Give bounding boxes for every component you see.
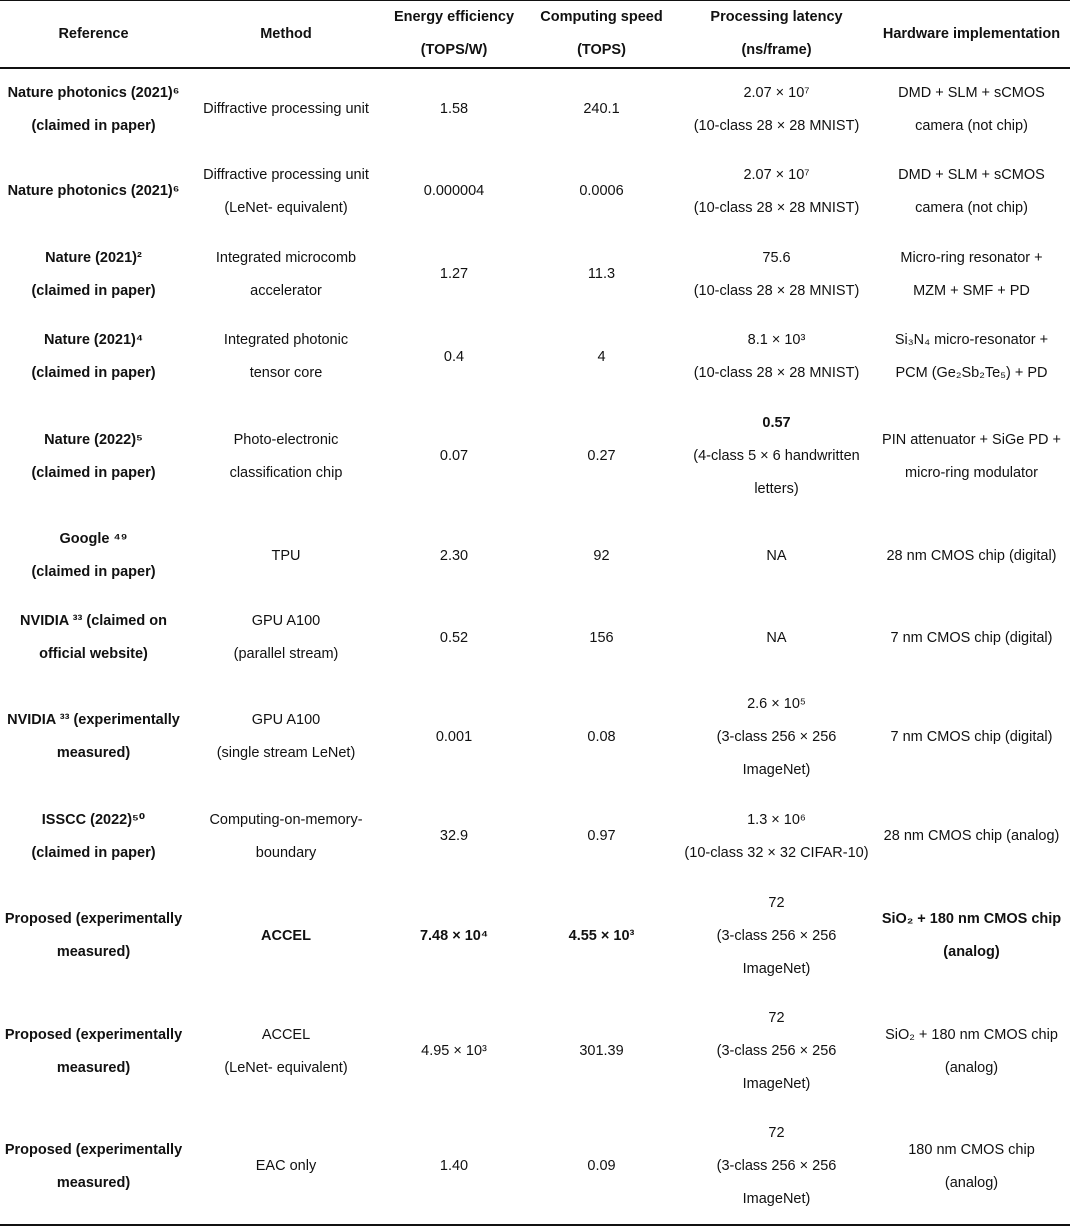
table-header — [0, 1, 1070, 69]
energy-efficiency-cell-value: 1.58 — [439, 101, 469, 117]
method-cell-line: EAC only — [255, 1158, 317, 1174]
table-row — [0, 398, 1070, 515]
processing-latency-cell — [680, 515, 873, 597]
processing-latency-cell-line: ImageNet) — [742, 761, 811, 778]
method-cell — [187, 515, 385, 597]
reference-cell — [0, 68, 187, 150]
processing-latency-cell — [680, 994, 873, 1109]
hardware-implementation-cell-line: 28 nm CMOS chip (digital) — [886, 547, 1057, 564]
reference-cell-line: Nature (2021)⁴ — [43, 332, 144, 348]
reference-cell — [0, 597, 187, 679]
reference-cell — [0, 515, 187, 597]
processing-latency-cell-line: 1.3 × 10⁶ — [747, 811, 806, 828]
hardware-implementation-cell-line: 7 nm CMOS chip (digital) — [890, 629, 1053, 646]
processing-latency-cell-line: 0.57 — [762, 415, 791, 431]
energy-efficiency-cell — [385, 515, 523, 597]
energy-efficiency-cell — [385, 316, 523, 398]
reference-cell — [0, 795, 187, 878]
header-method — [187, 1, 385, 69]
method-cell-line: TPU — [271, 547, 301, 564]
table-row — [0, 878, 1070, 994]
hardware-implementation-cell-line: camera (not chip) — [915, 117, 1028, 134]
energy-efficiency-cell-value: 0.001 — [435, 728, 473, 745]
hardware-implementation-cell-line: micro-ring modulator — [905, 464, 1038, 481]
table-row — [0, 316, 1070, 398]
method-cell-line: (single stream LeNet) — [216, 745, 356, 761]
method-cell-line: ACCEL — [261, 1026, 311, 1043]
method-cell-line: accelerator — [250, 282, 322, 299]
method-cell — [187, 68, 385, 150]
reference-cell-line: Proposed (experimentally — [4, 1141, 183, 1158]
hardware-implementation-cell-line: (analog) — [943, 944, 1000, 960]
reference-cell-line: ISSCC (2022)⁵⁰ — [41, 811, 146, 828]
header-line: (TOPS) — [577, 42, 626, 58]
method-cell-line: (LeNet- equivalent) — [224, 199, 348, 216]
computing-speed-cell — [523, 1109, 680, 1225]
processing-latency-cell-line: (10-class 28 × 28 MNIST) — [693, 282, 860, 299]
table-row — [0, 795, 1070, 878]
method-cell-line: Photo-electronic — [233, 431, 339, 448]
energy-efficiency-cell-value: 4.95 × 10³ — [421, 1043, 487, 1059]
method-cell-line: Integrated photonic — [223, 332, 349, 348]
reference-cell-line: measured) — [56, 1059, 131, 1076]
reference-cell — [0, 398, 187, 515]
computing-speed-cell — [523, 68, 680, 150]
energy-efficiency-cell — [385, 679, 523, 795]
energy-efficiency-cell — [385, 994, 523, 1109]
reference-cell — [0, 233, 187, 316]
hardware-implementation-cell — [873, 1109, 1070, 1225]
energy-efficiency-cell — [385, 795, 523, 878]
processing-latency-cell-line: (10-class 32 × 32 CIFAR-10) — [684, 844, 869, 861]
method-cell-line: Integrated microcomb — [215, 249, 357, 266]
computing-speed-cell — [523, 398, 680, 515]
hardware-implementation-cell — [873, 679, 1070, 795]
computing-speed-cell-value: 240.1 — [583, 101, 620, 117]
method-cell-line: Computing-on-memory- — [209, 811, 363, 828]
energy-efficiency-cell-value: 0.4 — [443, 348, 465, 365]
method-cell — [187, 878, 385, 994]
computing-speed-cell-value: 92 — [593, 547, 610, 564]
hardware-implementation-cell — [873, 795, 1070, 878]
reference-cell-line: (claimed in paper) — [31, 564, 156, 580]
reference-cell-line: measured) — [56, 944, 131, 960]
reference-cell-line: Proposed (experimentally — [4, 911, 183, 927]
processing-latency-cell — [680, 679, 873, 795]
energy-efficiency-cell-value: 0.52 — [439, 629, 469, 646]
hardware-implementation-cell — [873, 398, 1070, 515]
computing-speed-cell-value: 4.55 × 10³ — [568, 927, 635, 944]
table-row — [0, 233, 1070, 316]
computing-speed-cell — [523, 994, 680, 1109]
processing-latency-cell-line: (3-class 256 × 256 — [716, 927, 837, 944]
computing-speed-cell — [523, 515, 680, 597]
hardware-implementation-cell-line: Micro-ring resonator + — [900, 249, 1043, 266]
processing-latency-cell-line: (4-class 5 × 6 handwritten — [693, 448, 860, 464]
processing-latency-cell-line: 75.6 — [762, 249, 791, 266]
method-cell-line: boundary — [255, 844, 317, 861]
reference-cell-line: official website) — [39, 646, 148, 662]
reference-cell-line: (claimed in paper) — [31, 464, 156, 481]
reference-cell — [0, 878, 187, 994]
processing-latency-cell-line: 2.07 × 10⁷ — [743, 84, 810, 101]
reference-cell — [0, 1109, 187, 1225]
method-cell — [187, 597, 385, 679]
hardware-implementation-cell-line: DMD + SLM + sCMOS — [898, 166, 1045, 183]
reference-cell-line: Nature (2022)⁵ — [44, 431, 143, 448]
method-cell — [187, 1109, 385, 1225]
method-cell-line: ACCEL — [261, 927, 311, 944]
reference-cell — [0, 150, 187, 233]
processing-latency-cell-line: ImageNet) — [742, 960, 811, 977]
header-row — [0, 1, 1070, 69]
reference-cell-line: Nature photonics (2021)⁶ — [7, 84, 180, 101]
processing-latency-cell-line: NA — [766, 629, 787, 646]
method-cell-line: GPU A100 — [251, 613, 321, 629]
processing-latency-cell — [680, 316, 873, 398]
processing-latency-cell-line: 72 — [768, 1125, 785, 1141]
energy-efficiency-cell — [385, 878, 523, 994]
method-cell-line: GPU A100 — [251, 712, 321, 728]
hardware-implementation-cell-line: (analog) — [944, 1059, 999, 1076]
processing-latency-cell-line: (10-class 28 × 28 MNIST) — [693, 117, 860, 134]
processing-latency-cell-line: 2.6 × 10⁵ — [747, 695, 806, 712]
hardware-implementation-cell-line: PCM (Ge₂Sb₂Te₅) + PD — [895, 365, 1048, 381]
header-line: Computing speed — [540, 9, 663, 25]
method-cell — [187, 994, 385, 1109]
table-row — [0, 679, 1070, 795]
header-line: (ns/frame) — [741, 42, 812, 58]
reference-cell-line: measured) — [56, 1174, 131, 1191]
hardware-implementation-cell — [873, 68, 1070, 150]
energy-efficiency-cell-value: 0.07 — [439, 448, 469, 464]
table-row — [0, 515, 1070, 597]
computing-speed-cell — [523, 150, 680, 233]
processing-latency-cell — [680, 597, 873, 679]
table-row — [0, 68, 1070, 150]
reference-cell-line: Proposed (experimentally — [4, 1026, 183, 1043]
hardware-implementation-cell — [873, 316, 1070, 398]
hardware-implementation-cell-line: MZM + SMF + PD — [913, 282, 1030, 299]
processing-latency-cell-line: letters) — [754, 481, 799, 497]
processing-latency-cell-line: 72 — [768, 1010, 785, 1026]
method-cell-line: Diffractive processing unit — [203, 101, 369, 117]
header-line: (TOPS/W) — [420, 42, 488, 58]
hardware-implementation-cell-line: PIN attenuator + SiGe PD + — [882, 431, 1061, 448]
processing-latency-cell-line: (3-class 256 × 256 — [716, 1158, 837, 1174]
energy-efficiency-cell — [385, 68, 523, 150]
computing-speed-cell — [523, 878, 680, 994]
hardware-implementation-cell-line: 7 nm CMOS chip (digital) — [890, 728, 1053, 745]
method-cell — [187, 795, 385, 878]
hardware-implementation-cell-line: 28 nm CMOS chip (analog) — [883, 828, 1060, 844]
header-line: Hardware implementation — [882, 25, 1061, 42]
processing-latency-cell-line: 72 — [768, 894, 785, 911]
hardware-implementation-cell-line: Si₃N₄ micro-resonator + — [894, 332, 1049, 348]
reference-cell-line: NVIDIA ³³ (experimentally — [7, 712, 180, 728]
header-line: Processing latency — [710, 9, 843, 25]
computing-speed-cell — [523, 233, 680, 316]
processing-latency-cell — [680, 398, 873, 515]
reference-cell-line: Nature (2021)² — [45, 249, 142, 266]
processing-latency-cell-line: (3-class 256 × 256 — [716, 1043, 837, 1059]
header-line: Energy efficiency — [393, 9, 515, 25]
hardware-implementation-cell-line: SiO₂ + 180 nm CMOS chip — [885, 1026, 1058, 1043]
table-row — [0, 150, 1070, 233]
table-row — [0, 994, 1070, 1109]
method-cell-line: (LeNet- equivalent) — [224, 1059, 348, 1076]
header-hardware-implementation — [873, 1, 1070, 69]
method-cell-line: tensor core — [249, 365, 323, 381]
energy-efficiency-cell-value: 7.48 × 10⁴ — [419, 927, 489, 944]
method-cell — [187, 233, 385, 316]
processing-latency-cell-line: ImageNet) — [742, 1191, 811, 1207]
energy-efficiency-cell — [385, 1109, 523, 1225]
computing-speed-cell-value: 0.0006 — [579, 183, 624, 199]
reference-cell-line: Nature photonics (2021)⁶ — [7, 183, 180, 199]
processing-latency-cell — [680, 1109, 873, 1225]
computing-speed-cell-value: 4 — [597, 348, 606, 365]
reference-cell-line: measured) — [56, 745, 131, 761]
method-cell — [187, 150, 385, 233]
reference-cell-line: NVIDIA ³³ (claimed on — [20, 613, 167, 629]
table-row — [0, 597, 1070, 679]
hardware-implementation-cell-line: camera (not chip) — [915, 199, 1028, 216]
processing-latency-cell — [680, 878, 873, 994]
processing-latency-cell-line: (10-class 28 × 28 MNIST) — [693, 365, 860, 381]
method-cell-line: Diffractive processing unit — [203, 166, 369, 183]
energy-efficiency-cell-value: 1.40 — [439, 1158, 469, 1174]
hardware-implementation-cell — [873, 233, 1070, 316]
energy-efficiency-cell — [385, 150, 523, 233]
energy-efficiency-cell-value: 0.000004 — [423, 183, 485, 199]
reference-cell — [0, 994, 187, 1109]
energy-efficiency-cell — [385, 233, 523, 316]
energy-efficiency-cell — [385, 597, 523, 679]
header-processing-latency — [680, 1, 873, 69]
hardware-implementation-cell-line: 180 nm CMOS chip — [908, 1141, 1035, 1158]
reference-cell-line: Google ⁴⁹ — [59, 531, 128, 547]
header-reference — [0, 1, 187, 69]
method-cell — [187, 398, 385, 515]
processing-latency-cell-line: 8.1 × 10³ — [747, 332, 806, 348]
header-computing-speed — [523, 1, 680, 69]
processing-latency-cell — [680, 795, 873, 878]
computing-speed-cell-value: 0.27 — [587, 448, 616, 464]
energy-efficiency-cell-value: 32.9 — [439, 828, 469, 844]
method-cell — [187, 679, 385, 795]
processing-latency-cell — [680, 233, 873, 316]
processing-latency-cell-line: 2.07 × 10⁷ — [743, 166, 810, 183]
processing-latency-cell-line: (10-class 28 × 28 MNIST) — [693, 199, 860, 216]
header-line: Method — [260, 25, 312, 42]
computing-speed-cell-value: 0.97 — [587, 828, 616, 844]
hardware-implementation-cell — [873, 150, 1070, 233]
hardware-implementation-cell-line: DMD + SLM + sCMOS — [898, 84, 1045, 101]
computing-speed-cell-value: 11.3 — [587, 266, 616, 282]
method-cell — [187, 316, 385, 398]
computing-speed-cell — [523, 316, 680, 398]
processing-latency-cell — [680, 68, 873, 150]
energy-efficiency-cell — [385, 398, 523, 515]
header-line: Reference — [58, 25, 129, 42]
processing-latency-cell — [680, 150, 873, 233]
hardware-implementation-cell — [873, 515, 1070, 597]
computing-speed-cell — [523, 597, 680, 679]
hardware-implementation-cell — [873, 994, 1070, 1109]
processing-latency-cell-line: NA — [766, 547, 787, 564]
reference-cell-line: (claimed in paper) — [31, 844, 156, 861]
reference-cell — [0, 316, 187, 398]
computing-speed-cell-value: 0.09 — [587, 1158, 616, 1174]
method-cell-line: classification chip — [229, 464, 343, 481]
computing-speed-cell-value: 0.08 — [587, 728, 616, 745]
computing-speed-cell-value: 301.39 — [579, 1043, 624, 1059]
computing-speed-cell — [523, 795, 680, 878]
energy-efficiency-cell-value: 1.27 — [439, 266, 469, 282]
header-energy-efficiency — [385, 1, 523, 69]
computing-speed-cell-value: 156 — [589, 629, 614, 646]
processing-latency-cell-line: ImageNet) — [742, 1076, 811, 1092]
hardware-implementation-cell-line: SiO₂ + 180 nm CMOS chip — [881, 911, 1062, 927]
energy-efficiency-cell-value: 2.30 — [439, 547, 469, 564]
reference-cell — [0, 679, 187, 795]
table-body — [0, 68, 1070, 1225]
table-row — [0, 1109, 1070, 1225]
reference-cell-line: (claimed in paper) — [31, 365, 156, 381]
computing-speed-cell — [523, 679, 680, 795]
hardware-implementation-cell-line: (analog) — [944, 1174, 999, 1191]
reference-cell-line: (claimed in paper) — [31, 282, 156, 299]
method-cell-line: (parallel stream) — [233, 646, 339, 662]
hardware-implementation-cell — [873, 878, 1070, 994]
processing-latency-cell-line: (3-class 256 × 256 — [716, 728, 837, 745]
hardware-implementation-cell — [873, 597, 1070, 679]
reference-cell-line: (claimed in paper) — [31, 117, 156, 134]
